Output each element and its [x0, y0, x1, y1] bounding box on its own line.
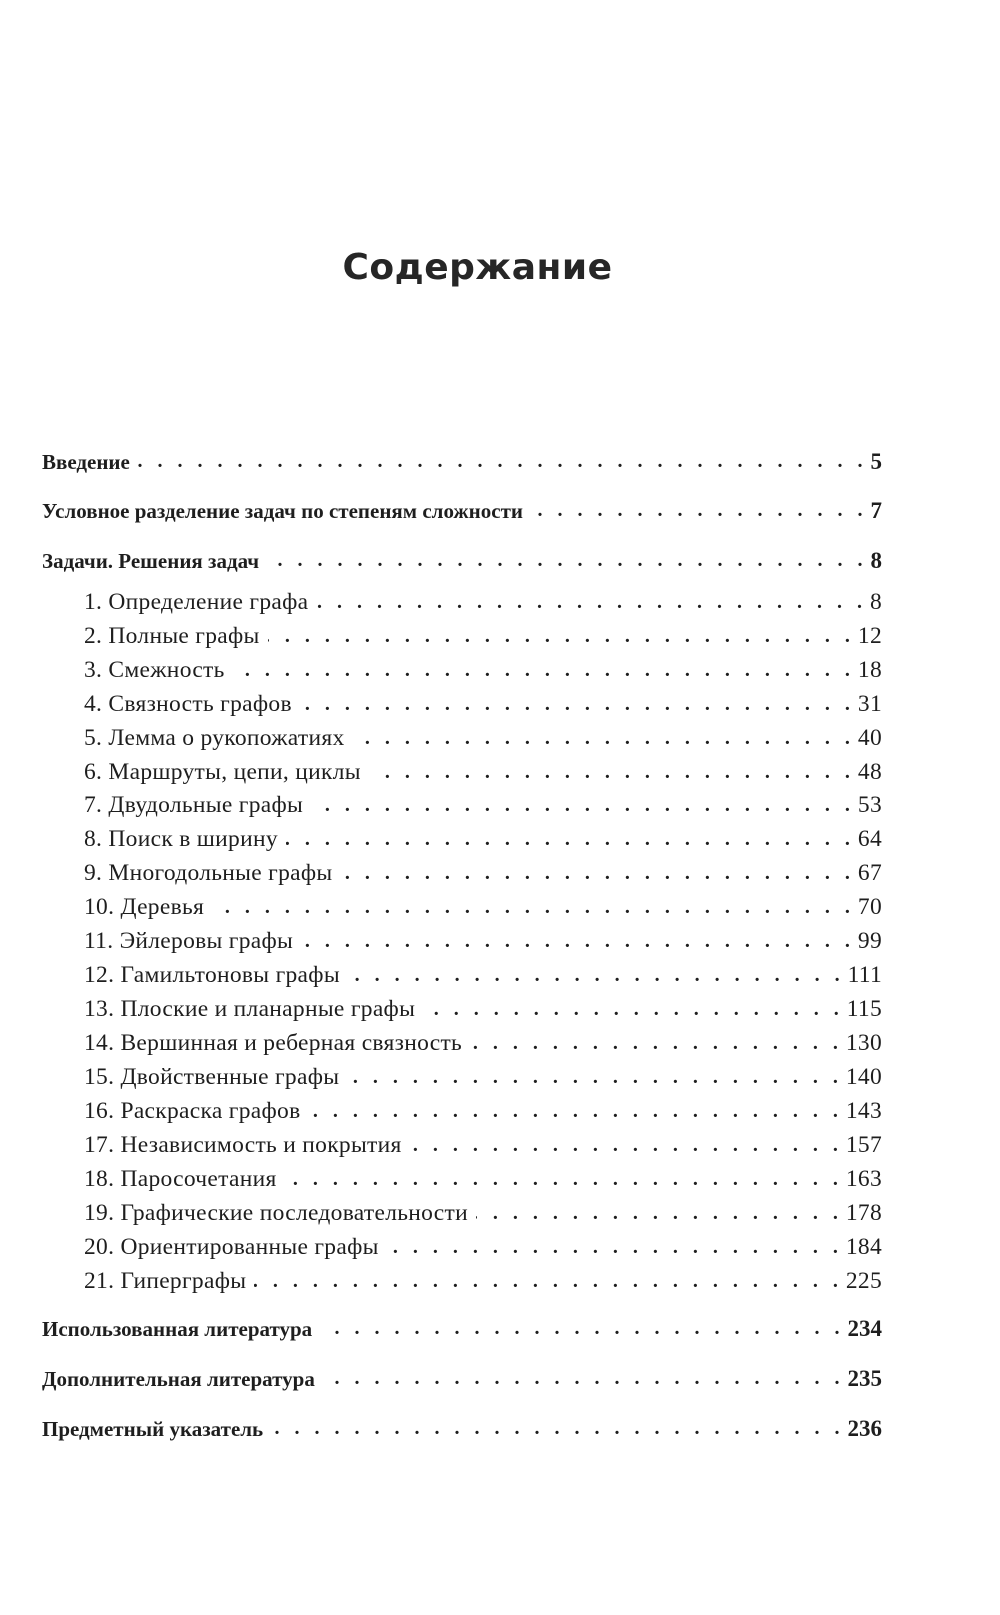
- toc-entry-title: Предметный указатель: [42, 1417, 264, 1441]
- toc-entry-title: 12. Гамильтоновы графы: [84, 962, 340, 988]
- toc-entry-page: 53: [857, 792, 882, 818]
- toc-entry-title: 20. Ориентированные графы: [84, 1234, 379, 1260]
- toc-entry-page: 115: [846, 996, 882, 1022]
- toc-subentry: [42, 650, 882, 684]
- toc-entry: [42, 1358, 882, 1392]
- dot-leader: [285, 1163, 843, 1193]
- toc-entry-title: 21. Гиперграфы: [84, 1268, 247, 1294]
- toc-entry-title: Задачи. Решения задач: [42, 549, 260, 573]
- dot-leader: [271, 1412, 844, 1442]
- toc-entry-page: 5: [870, 449, 882, 474]
- dot-leader: [311, 789, 855, 819]
- toc-entry-title: 4. Связность графов: [84, 691, 292, 717]
- toc-entry-title: Использованная литература: [42, 1317, 313, 1341]
- toc-entry-title: 1. Определение графа: [84, 589, 309, 615]
- dot-leader: [320, 1312, 844, 1342]
- toc-entry-title: 19. Графические последовательности: [84, 1200, 468, 1226]
- toc-entry-title: 2. Полные графы: [84, 623, 260, 649]
- toc-entry-title: 5. Лемма о рукопожатиях: [84, 725, 345, 751]
- toc-entry-title: 3. Смежность: [84, 657, 225, 683]
- dot-leader: [254, 1265, 843, 1295]
- toc-entry-page: 234: [847, 1316, 882, 1341]
- toc-entry-page: 236: [847, 1416, 882, 1441]
- toc-entry-page: 8: [869, 589, 882, 615]
- dot-leader: [476, 1197, 843, 1227]
- toc-entry-title: 18. Паросочетания: [84, 1166, 277, 1192]
- dot-leader: [233, 654, 855, 684]
- dot-leader: [531, 494, 868, 524]
- toc-subentry: [42, 785, 882, 819]
- toc-entry-title: Дополнительная литература: [42, 1367, 315, 1391]
- toc-entry-title: 13. Плоские и планарные графы: [84, 996, 416, 1022]
- toc-entry-page: 64: [857, 826, 882, 852]
- toc-entry-page: 18: [857, 657, 882, 683]
- toc-entry-title: 8. Поиск в ширину: [84, 826, 278, 852]
- toc-subentry: [42, 989, 882, 1023]
- toc-subentry: [42, 853, 882, 887]
- toc-entry-page: 12: [857, 623, 882, 649]
- toc-subentry: [42, 1091, 882, 1125]
- dot-leader: [470, 1027, 843, 1057]
- toc-entry-page: 163: [845, 1166, 882, 1192]
- toc-entry-title: 7. Двудольные графы: [84, 792, 304, 818]
- dot-leader: [341, 857, 855, 887]
- toc-entry: [42, 1408, 882, 1442]
- dot-leader: [387, 1231, 843, 1261]
- dot-leader: [369, 756, 855, 786]
- toc-subentry: [42, 1023, 882, 1057]
- toc-entry-page: 143: [845, 1098, 882, 1124]
- toc-subentry: [42, 1057, 882, 1091]
- toc-subentry: [42, 955, 882, 989]
- toc-entry-title: 14. Вершинная и реберная связность: [84, 1030, 463, 1056]
- toc-entry-page: 130: [845, 1030, 882, 1056]
- toc-entry-page: 40: [857, 725, 882, 751]
- dot-leader: [308, 1095, 842, 1125]
- toc-subentry: [42, 1159, 882, 1193]
- toc-entry-page: 178: [845, 1200, 882, 1226]
- dot-leader: [138, 445, 868, 475]
- toc-subentry: [42, 582, 882, 616]
- dot-leader: [347, 1061, 843, 1091]
- dot-leader: [300, 688, 855, 718]
- toc-subentry: [42, 1261, 882, 1295]
- toc-entry: [42, 490, 882, 524]
- toc-entry-page: 140: [845, 1064, 882, 1090]
- dot-leader: [268, 620, 855, 650]
- toc-subentry: [42, 752, 882, 786]
- toc-subentry: [42, 819, 882, 853]
- toc-entry-page: 7: [870, 498, 882, 523]
- toc-entry-page: 31: [857, 691, 882, 717]
- dot-leader: [423, 993, 844, 1023]
- toc-entry-title: 10. Деревья: [84, 894, 205, 920]
- toc-entry: [42, 540, 882, 574]
- toc-subentry: [42, 616, 882, 650]
- toc-subentry: [42, 718, 882, 752]
- dot-leader: [267, 544, 867, 574]
- dot-leader: [316, 586, 867, 616]
- toc-entry-title: Введение: [42, 450, 130, 474]
- toc-entry-page: 99: [857, 928, 882, 954]
- toc-entry-page: 70: [857, 894, 882, 920]
- toc-entry-page: 48: [857, 759, 882, 785]
- toc-entry-title: 6. Маршруты, цепи, циклы: [84, 759, 361, 785]
- dot-leader: [323, 1362, 845, 1392]
- toc-entry: [42, 441, 882, 475]
- toc-entry-title: Условное разделение задач по степеням сложности: [42, 499, 523, 523]
- dot-leader: [301, 925, 855, 955]
- toc-subentry: [42, 1227, 882, 1261]
- dot-leader: [353, 722, 855, 752]
- toc-subentry: [42, 921, 882, 955]
- toc-subentry: [42, 684, 882, 718]
- toc-subentry: [42, 1193, 882, 1227]
- toc-entry-page: 157: [845, 1132, 882, 1158]
- toc-entry-page: 235: [847, 1366, 882, 1391]
- toc-entry-title: 11. Эйлеровы графы: [84, 928, 294, 954]
- toc-entry-title: 16. Раскраска графов: [84, 1098, 301, 1124]
- toc-entry-title: 15. Двойственные графы: [84, 1064, 340, 1090]
- dot-leader: [212, 891, 855, 921]
- toc-entry-page: 225: [845, 1268, 882, 1294]
- toc-subentry: [42, 1125, 882, 1159]
- page-title: Содержание: [342, 247, 613, 288]
- toc-entry-page: 67: [857, 860, 882, 886]
- dot-leader: [410, 1129, 843, 1159]
- dot-leader: [348, 959, 845, 989]
- toc-entry-title: 9. Многодольные графы: [84, 860, 333, 886]
- toc-subentry: [42, 887, 882, 921]
- toc-entry-page: 184: [845, 1234, 882, 1260]
- toc-entry-title: 17. Независимость и покрытия: [84, 1132, 402, 1158]
- toc-entry-page: 111: [847, 962, 882, 988]
- dot-leader: [286, 823, 855, 853]
- toc-entry-page: 8: [870, 548, 882, 573]
- toc-entry: [42, 1308, 882, 1342]
